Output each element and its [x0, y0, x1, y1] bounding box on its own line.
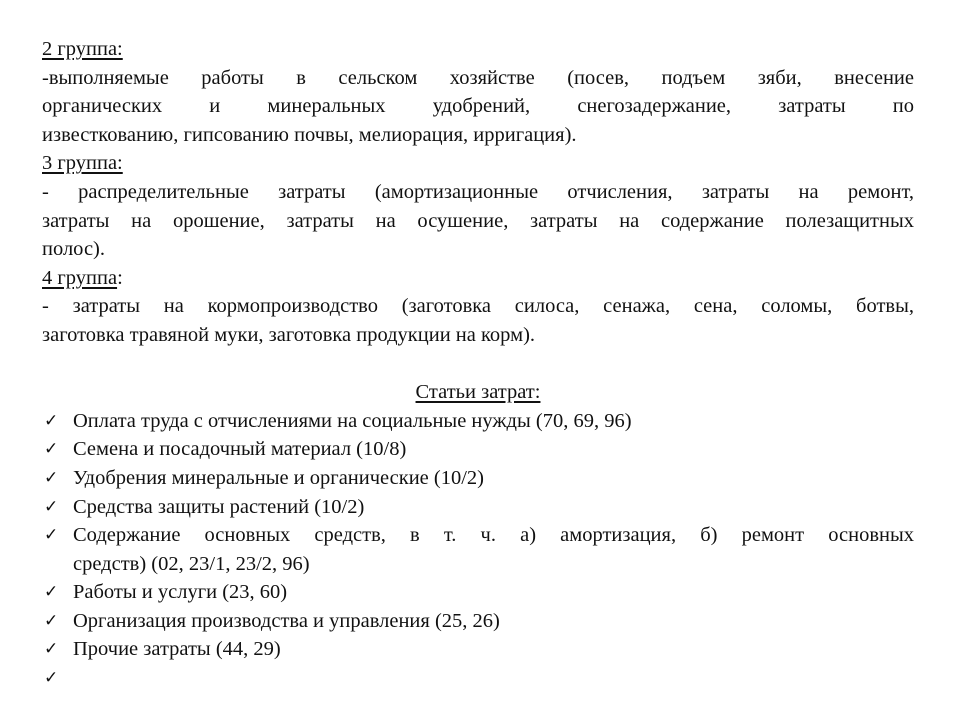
group-3-heading: 3 группа: [42, 152, 123, 175]
cost-item-label [73, 664, 914, 693]
cost-item-label: Оплата труда с отчислениями на социальные нужды (70, 69, 96) [73, 409, 632, 432]
cost-item [42, 635, 914, 664]
cost-item-label: Прочие затраты (44, 29) [73, 638, 281, 661]
cost-item-label-line-2: средств) (02, 23/1, 23/2, 96) [73, 552, 310, 575]
cost-items-title: Статьи затрат: [415, 381, 541, 404]
group-2-heading: 2 группа: [42, 38, 123, 60]
group-2 [42, 35, 914, 149]
group-3 [42, 149, 914, 263]
cost-item-label: Организация производства и управления (25, 26) [73, 609, 500, 632]
group-4-heading: 4 группа [42, 266, 118, 289]
checkmark-icon: ✓ [44, 439, 59, 460]
document-page [42, 35, 914, 693]
cost-item [42, 521, 914, 578]
group-2-line-3: известкованию, гипсованию почвы, мелиорация, ирригация). [42, 123, 577, 146]
group-4-line-2: заготовка травяной муки, заготовка продукции на корм). [42, 323, 536, 346]
group-3-line-3: полос). [42, 238, 105, 261]
cost-item [42, 493, 914, 522]
group-4 [42, 264, 914, 350]
group-3-line-1: - распределительные затраты (амортизационные отчисления, затраты на ремонт, [42, 180, 914, 203]
cost-item [42, 464, 914, 493]
cost-item-label: Работы и услуги (23, 60) [73, 581, 288, 604]
group-3-line-2: затраты на орошение, затраты на осушение, затраты на содержание полезащитных [42, 209, 914, 232]
checkmark-icon: ✓ [44, 610, 59, 631]
checkmark-icon: ✓ [44, 410, 59, 431]
cost-item [42, 435, 914, 464]
cost-item-label-line-1: Содержание основных средств, в т. ч. а) амортизация, б) ремонт основных [73, 524, 914, 547]
group-4-line-1: - затраты на кормопроизводство (заготовка силоса, сенажа, сена, соломы, ботвы, [42, 295, 914, 318]
group-4-heading-row [42, 264, 914, 293]
group-4-heading-colon: : [117, 266, 123, 289]
checkmark-icon: ✓ [44, 467, 59, 488]
cost-item [42, 607, 914, 636]
checkmark-icon: ✓ [44, 525, 59, 546]
cost-item [42, 407, 914, 436]
cost-item [42, 578, 914, 607]
checkmark-icon: ✓ [44, 496, 59, 517]
group-2-line-2: органических и минеральных удобрений, снегозадержание, затраты по [42, 95, 914, 118]
cost-items-list [42, 407, 914, 693]
cost-item-label: Удобрения минеральные и органические (10/2) [73, 466, 485, 489]
cost-items-title-row [42, 378, 914, 407]
checkmark-icon: ✓ [44, 668, 59, 689]
checkmark-icon: ✓ [44, 582, 59, 603]
cost-item-label: Семена и посадочный материал (10/8) [73, 438, 407, 461]
cost-item-label: Средства защиты растений (10/2) [73, 495, 365, 518]
checkmark-icon: ✓ [44, 639, 59, 660]
cost-item-empty [42, 664, 914, 693]
group-2-line-1: -выполняемые работы в сельском хозяйстве (посев, подъем зяби, внесение [42, 66, 914, 89]
